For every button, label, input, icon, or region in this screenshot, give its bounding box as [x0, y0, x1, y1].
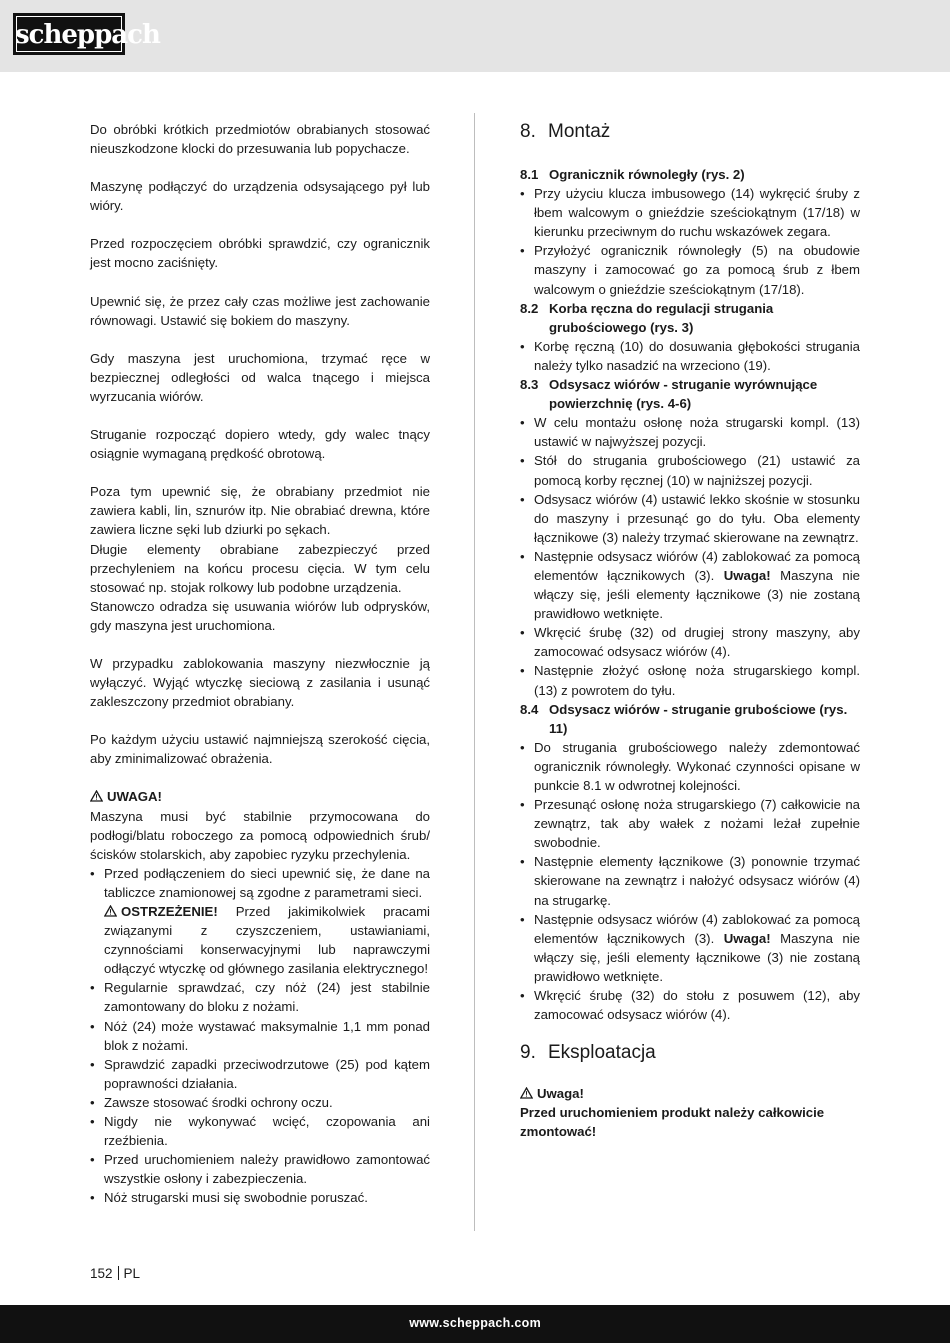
paragraph: Gdy maszyna jest uruchomiona, trzymać ręce w bezpiecznej odległości od walca tnącego i miejsca wyrzucania wiórów. [90, 350, 430, 404]
list-item: • Regularnie sprawdzać, czy nóż (24) jest stabilnie zamontowany do bloku z nożami. [90, 980, 430, 1015]
section-heading: 9. Eksploatacja [520, 1042, 656, 1064]
paragraph: W przypadku zablokowania maszyny niezwłocznie ją wyłączyć. Wyjąć wtyczkę sieciową z zasilania i usunąć zakleszczony przedmiot obrabiany. [90, 655, 430, 710]
warning-text: Przed uruchomieniem produkt należy całkowicie zmontować! [520, 1105, 825, 1140]
list-item: • W celu montażu osłonę noża strugarski kompl. (13) ustawić w najwyższej pozycji. [520, 415, 860, 450]
footer-url: www.scheppach.com [409, 1316, 541, 1330]
safety-list [90, 864, 430, 1208]
list-item: • Zawsze stosować środki ochrony oczu. [90, 1094, 333, 1110]
list-item: • Przed podłączeniem do sieci upewnić się, że dane na tabliczce znamionowej są zgodne z parametrami sieci. OSTRZEŻENIE! Przed jakimikolwiek pracami związanymi z czyszczeniem, ustawianiami, czynnościami konserwacyjnymi lub naprawczymi odłączyć wtyczkę od głównego zasilania elektrycznego! [90, 865, 430, 977]
list-item: • Stół do strugania grubościowego (21) ustawić za pomocą korby ręcznej (10) w najniższej pozycji. [520, 453, 860, 488]
instruction-list [520, 413, 860, 699]
caution-label: OSTRZEŻENIE! [121, 904, 218, 919]
list-item: • Wkręcić śrubę (32) do stołu z posuwem (12), aby zamocować odsysacz wiórów (4). [520, 988, 860, 1023]
list-item: • Przyłożyć ogranicznik równoległy (5) na obudowie maszyny i zamocować go za pomocą śrub z łbem walcowym o gnieździe sześciokątnym (17/18). [520, 243, 860, 297]
list-item: • Przy użyciu klucza imbusowego (14) wykręcić śruby z łbem walcowym o gnieździe sześciokątnym (17/18) w kierunku przeciwnym do ruchu wskazówek zegara. [520, 186, 860, 240]
instruction-list [520, 337, 860, 375]
section-heading: 8. Montaż [520, 121, 611, 142]
instruction-list [520, 184, 860, 299]
paragraph: Upewnić się, że przez cały czas możliwe jest zachowanie równowagi. Ustawić się bokiem do maszyny. [90, 293, 430, 328]
warning-triangle-icon [520, 1087, 533, 1099]
paragraph: Przed rozpoczęciem obróbki sprawdzić, czy ogranicznik jest mocno zaciśnięty. [90, 236, 430, 271]
warning-heading: Uwaga! [520, 1084, 860, 1103]
warning-text: Maszyna musi być stabilnie przymocowana do podłogi/blatu roboczego za pomocą odpowiednich śrub/ścisków stolarskich, aby zapobiec ryzyku przechylenia. [90, 808, 430, 862]
page-number: 152 PL [90, 1266, 141, 1281]
warning-heading [90, 787, 430, 806]
list-item: • Następnie odsysacz wiórów (4) zablokować za pomocą elementów łącznikowych (3). Uwaga! Maszyna nie włączy się, jeśli elementy łącznikowe (3) nie zostaną prawidłowo wetknięte. [520, 911, 860, 984]
scheppach-logo: scheppach [13, 13, 125, 55]
warning-triangle-icon [90, 790, 103, 802]
left-column [90, 120, 430, 1208]
list-item: • Wkręcić śrubę (32) od drugiej strony maszyny, aby zamocować odsysacz wiórów (4). [520, 625, 860, 660]
list-item: • Odsysacz wiórów (4) ustawić lekko skośnie w stosunku do maszyny i przesunąć go do tyłu. Oba elementy łącznikowe (3) należy trzymać skierowane na zewnątrz. [520, 491, 860, 545]
list-item: • Nóż (24) może wystawać maksymalnie 1,1 mm ponad blok z nożami. [90, 1018, 430, 1053]
paragraph: Po każdym użyciu ustawić najmniejszą szerokość cięcia, aby zminimalizować obrażenia. [90, 732, 430, 767]
subsection-heading: 8.3 Odsysacz wiórów - struganie wyrównujące powierzchnię (rys. 4-6) [520, 377, 818, 412]
subsection-heading: 8.4 Odsysacz wiórów - struganie grubościowe (rys. 11) [520, 701, 848, 736]
warning-title: UWAGA! [107, 789, 162, 805]
list-item: • Następnie odsysacz wiórów (4) zablokować za pomocą elementów łącznikowych (3). Uwaga! Maszyna nie włączy się, jeśli elementy łącznikowe (3) nie zostaną prawidłowo wetknięte. [520, 548, 860, 622]
list-item: • Nóż strugarski musi się swobodnie poruszać. [90, 1190, 368, 1206]
page-header [0, 0, 950, 72]
paragraph: Długie elementy obrabiane zabezpieczyć przed przechyleniem na końcu procesu cięcia. W tym celu stosować np. stojak rolkowy lub podobne urządzenia. [90, 541, 430, 595]
page-footer [0, 1305, 950, 1343]
paragraph: Do obróbki krótkich przedmiotów obrabianych stosować nieuszkodzone klocki do przesuwania lub popychacze. [90, 122, 430, 157]
subsection-heading: 8.2 Korba ręczna do regulacji strugania grubościowego (rys. 3) [520, 300, 774, 335]
list-item: • Przed uruchomieniem należy prawidłowo zamontować wszystkie osłony i zabezpieczenia. [90, 1152, 430, 1187]
subsection-heading: 8.1 Ogranicznik równoległy (rys. 2) [520, 167, 745, 182]
paragraph: Poza tym upewnić się, że obrabiany przedmiot nie zawiera kabli, lin, sznurów itp. Nie obrabiać drewna, które zawiera liczne sęki lub dziurki po sękach. [90, 484, 430, 538]
paragraph: Maszynę podłączyć do urządzenia odsysającego pył lub wióry. [90, 179, 430, 214]
list-item: • Przesunąć osłonę noża strugarskiego (7) całkowicie na zewnątrz, tak aby wałek z nożami leżał zupełnie swobodnie. [520, 797, 860, 851]
uwaga-label: Uwaga! [723, 930, 771, 946]
list-item: • Do strugania grubościowego należy zdemontować ogranicznik równoległy. Wykonać czynności opisane w punkcie 8.1 w odwrotnej kolejności. [520, 739, 860, 793]
list-item: • Korbę ręczną (10) do dosuwania głębokości strugania należy tylko nasadzić na wrzeciono (19). [520, 338, 860, 373]
list-item: • Nigdy nie wykonywać wcięć, czopowania ani rzeźbienia. [90, 1114, 430, 1149]
paragraph: Struganie rozpocząć dopiero wtedy, gdy walec tnący osiągnie wymaganą prędkość obrotową. [90, 427, 430, 462]
right-column [520, 120, 860, 1142]
column-divider [474, 113, 475, 1231]
list-item: • Sprawdzić zapadki przeciwodrzutowe (25) pod kątem poprawności działania. [90, 1056, 430, 1091]
warning-triangle-icon [104, 905, 117, 917]
paragraph: Stanowczo odradza się usuwania wiórów lub odprysków, gdy maszyna jest uruchomiona. [90, 598, 430, 633]
uwaga-label: Uwaga! [723, 567, 771, 583]
instruction-list [520, 738, 860, 1024]
list-item: • Następnie złożyć osłonę noża strugarskiego kompl. (13) z powrotem do tyłu. [520, 663, 860, 698]
list-item: • Następnie elementy łącznikowe (3) ponownie trzymać skierowane na zewnątrz i nałożyć odsysacz wiórów (4) na strugarkę. [520, 854, 860, 908]
